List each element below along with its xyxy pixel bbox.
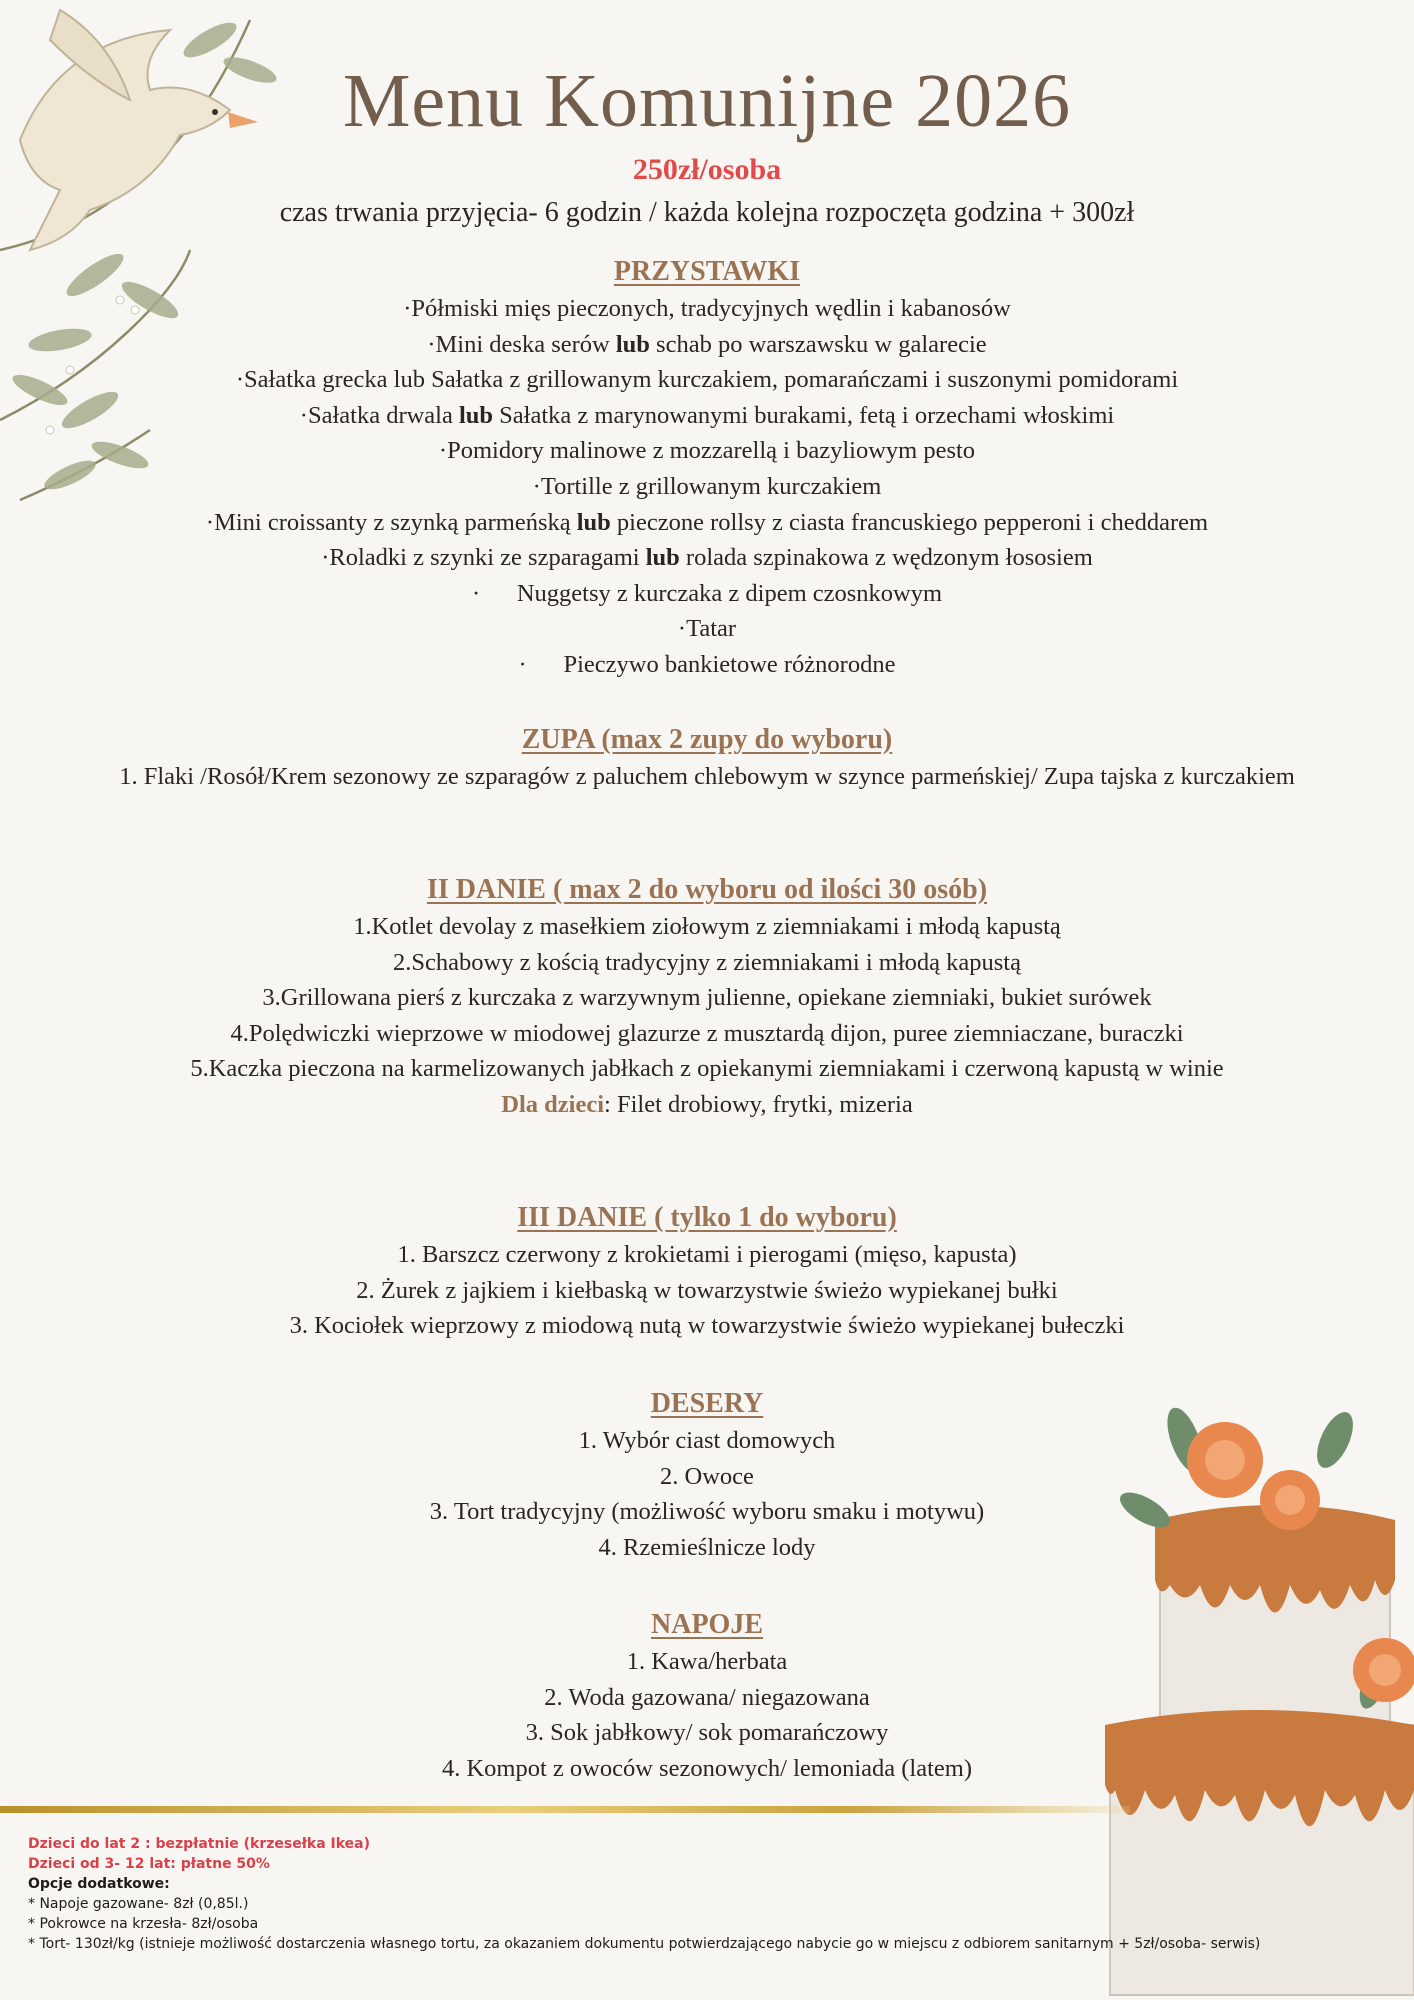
soup-text: 1. Flaki /Rosół/Krem sezonowy ze szparagów z paluchem chlebowym w szynce parmeńskiej/ Zupa tajska z kurczakiem [119, 763, 1295, 790]
list-item: ·Tatar [677, 615, 737, 643]
footer-options-heading: Opcje dodatkowe: [28, 1876, 170, 1892]
list-item: 1. Wybór ciast domowych [578, 1427, 836, 1454]
drinks-section [0, 1606, 1414, 1786]
desserts-heading: DESERY [650, 1388, 764, 1419]
list-item: 2.Schabowy z kością tradycyjny z ziemniakami i młodą kapustą [393, 948, 1021, 976]
footer-kids-under-2: Dzieci do lat 2 : bezpłatnie (krzesełka Ikea) [28, 1836, 371, 1852]
third-course-section [0, 1199, 1414, 1344]
list-item: ·Mini croissanty z szynką parmeńską lub pieczone rollsy z ciasta francuskiego pepperoni i cheddarem [205, 508, 1209, 536]
footer-notes [28, 1834, 1260, 1954]
appetizers-heading: PRZYSTAWKI [613, 256, 801, 287]
menu-title: Menu Komunijne 2026 [342, 59, 1072, 143]
list-item: ·Sałatka grecka lub Sałatka z grillowanym kurczakiem, pomarańczami i suszonymi pomidorami [235, 366, 1179, 394]
list-item: · Nuggetsy z kurczaka z dipem czosnkowym [471, 579, 943, 607]
kids-menu: Dla dzieci: Filet drobiowy, frytki, mizeria [501, 1090, 913, 1118]
list-item: ·Tortille z grillowanym kurczakiem [532, 472, 882, 500]
list-item: 4. Kompot z owoców sezonowych/ lemoniada (latem) [441, 1754, 972, 1782]
list-item: ·Sałatka drwala lub Sałatka z marynowanymi burakami, fetą i orzechami włoskimi [299, 401, 1115, 429]
list-item: 3. Sok jabłkowy/ sok pomarańczowy [525, 1719, 889, 1747]
list-item: 2. Woda gazowana/ niegazowana [544, 1683, 870, 1711]
footer-option: * Pokrowce na krzesła- 8zł/osoba [28, 1916, 259, 1932]
gold-divider [0, 1806, 1130, 1813]
list-item: ·Roladki z szynki ze szparagami lub rolada szpinakowa z wędzonym łososiem [321, 544, 1093, 572]
footer-option: * Napoje gazowane- 8zł (0,85l.) [28, 1896, 249, 1912]
appetizers-section [0, 253, 1414, 683]
desserts-section [0, 1385, 1414, 1565]
main-course-section [0, 871, 1414, 1123]
main-course-heading: II DANIE ( max 2 do wyboru od ilości 30 osób) [426, 874, 988, 905]
list-item: ·Półmiski mięs pieczonych, tradycyjnych wędlin i kabanosów [403, 295, 1011, 322]
list-item: 3.Grillowana pierś z kurczaka z warzywnym julienne, opiekane ziemniaki, bukiet surówek [262, 984, 1152, 1012]
list-item: 5.Kaczka pieczona na karmelizowanych jabłkach z opiekanymi ziemniakami i czerwoną kapustą w winie [190, 1055, 1224, 1083]
party-duration: czas trwania przyjęcia- 6 godzin / każda kolejna rozpoczęta godzina + 300zł [279, 197, 1135, 228]
list-item: 2. Owoce [660, 1462, 754, 1490]
list-item: 3. Tort tradycyjny (możliwość wyboru smaku i motywu) [429, 1498, 985, 1526]
list-item: ·Mini deska serów lub schab po warszawsku w galarecie [427, 330, 987, 358]
list-item: · Pieczywo bankietowe różnorodne [518, 650, 896, 678]
list-item: 4.Polędwiczki wieprzowe w miodowej glazurze z musztardą dijon, puree ziemniaczane, buraczki [230, 1019, 1184, 1047]
list-item: 1. Kawa/herbata [626, 1648, 788, 1675]
list-item: 3. Kociołek wieprzowy z miodową nutą w towarzystwie świeżo wypiekanej bułeczki [289, 1312, 1125, 1340]
list-item: 1. Barszcz czerwony z krokietami i pierogami (mięso, kapusta) [397, 1241, 1017, 1268]
soup-heading: ZUPA (max 2 zupy do wyboru) [521, 724, 893, 755]
footer-kids-3-12: Dzieci od 3- 12 lat: płatne 50% [28, 1856, 270, 1872]
kids-label: Dla dzieci [501, 1090, 605, 1118]
footer-option: * Tort- 130zł/kg (istnieje możliwość dostarczenia własnego tortu, za okazaniem dokumentu potwierdzającego nabycie go w miejscu z odbiorem sanitarnym + 5zł/osoba- serwis) [28, 1936, 1261, 1952]
list-item: 2. Żurek z jajkiem i kiełbaską w towarzystwie świeżo wypiekanej bułki [356, 1276, 1058, 1304]
price-per-person: 250zł/osoba [632, 153, 782, 186]
list-item: 1.Kotlet devolay z masełkiem ziołowym z ziemniakami i młodą kapustą [353, 913, 1061, 940]
drinks-heading: NAPOJE [651, 1609, 763, 1640]
list-item: ·Pomidory malinowe z mozzarellą i bazyliowym pesto [438, 437, 976, 465]
soup-section [0, 721, 1414, 795]
third-course-heading: III DANIE ( tylko 1 do wyboru) [517, 1202, 897, 1233]
list-item: 4. Rzemieślnicze lody [598, 1533, 816, 1561]
